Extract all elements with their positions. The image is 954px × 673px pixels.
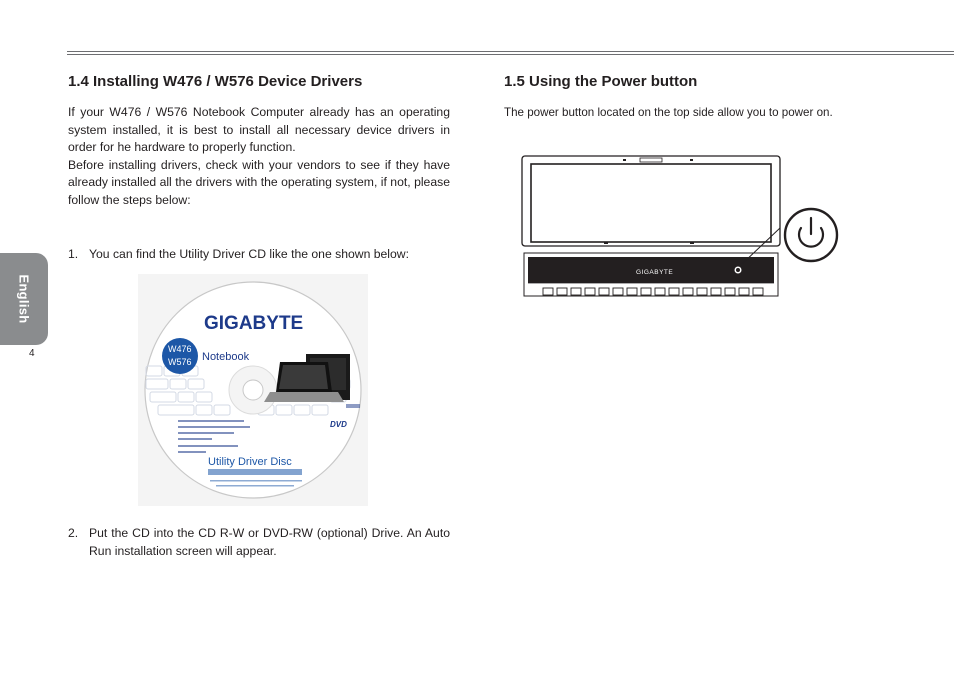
utility-driver-cd-image: [138, 274, 368, 506]
section-install-drivers: [68, 72, 450, 210]
step-2-number: 2.: [68, 526, 79, 540]
language-tab: [0, 253, 48, 345]
section-heading-1-5: 1.5 Using the Power button: [504, 73, 698, 90]
page-number: 4: [29, 348, 35, 359]
header-rule: [67, 51, 954, 55]
step-2-text: Put the CD into the CD R-W or DVD-RW (optional) Drive. An Auto Run installation screen will appear.: [89, 526, 450, 558]
step-1-text: You can find the Utility Driver CD like the one shown below:: [89, 247, 409, 261]
cd-model-2: W576: [168, 357, 192, 367]
cd-illustration: [138, 274, 368, 506]
laptop-illustration: [520, 152, 840, 298]
laptop-logo: GIGABYTE: [636, 269, 674, 276]
step-1-number: 1.: [68, 247, 79, 261]
laptop-power-button-image: [520, 152, 840, 298]
cd-model-1: W476: [168, 344, 192, 354]
step-2: [68, 524, 450, 560]
dvd-logo: DVD: [330, 420, 347, 429]
paragraph-intro: If your W476 / W576 Notebook Computer already has an operating system installed, it is best to install all necessary device drivers in order for he hardware to properly function.: [68, 105, 450, 155]
paragraph-power-button: The power button located on the top side allow you to power on.: [504, 106, 833, 119]
section-heading-1-4: 1.4 Installing W476 / W576 Device Drivers: [68, 73, 363, 90]
cd-product-name: Notebook: [202, 351, 250, 363]
section-power-button: [504, 72, 924, 121]
paragraph-before-installing: Before installing drivers, check with your vendors to see if they have already installed all the drivers with the operating system, if not, please follow the steps below:: [68, 157, 450, 207]
step-1: [68, 245, 450, 263]
language-tab-label: English: [16, 274, 32, 324]
cd-title: Utility Driver Disc: [208, 456, 292, 468]
cd-brand-logo: GIGABYTE: [204, 313, 304, 334]
